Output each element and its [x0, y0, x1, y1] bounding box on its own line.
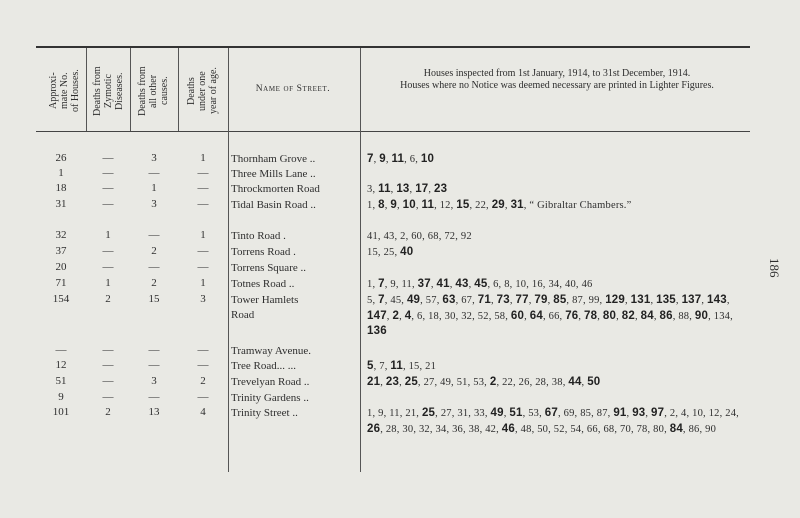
cell-zymotic-deaths: —	[102, 359, 114, 371]
house-number: 41	[367, 231, 378, 242]
cell-other-deaths: 3	[151, 152, 157, 164]
house-number: 16	[531, 279, 543, 290]
house-number: 2	[669, 408, 676, 419]
house-number-bold: 77	[515, 294, 529, 306]
house-number-bold: 49	[490, 407, 504, 419]
cell-other-deaths: —	[148, 261, 160, 273]
house-number: 66	[586, 423, 598, 435]
house-number: 69	[563, 408, 575, 419]
house-number-bold: 82	[621, 309, 635, 322]
cell-approx-houses: 18	[55, 182, 67, 194]
cell-infant-deaths: —	[197, 167, 209, 179]
cell-other-deaths: —	[148, 229, 160, 241]
cell-infant-deaths: —	[197, 182, 209, 194]
house-number-bold: 49	[406, 294, 421, 306]
house-number-bold: 7	[378, 294, 385, 306]
house-number-bold: 7	[378, 278, 385, 290]
cell-other-deaths: —	[148, 359, 160, 371]
house-number: 68	[427, 231, 439, 242]
house-number-bold: 136	[367, 325, 387, 337]
house-number: 7	[379, 361, 385, 372]
house-number: 6	[416, 310, 423, 322]
house-number: 38	[468, 423, 480, 435]
cell-infant-deaths: 3	[200, 293, 206, 305]
house-number-bold: 143	[707, 294, 727, 306]
cell-infant-deaths: 1	[200, 229, 206, 241]
cell-approx-houses: 9	[58, 391, 64, 403]
house-number: 36	[452, 423, 464, 435]
cell-zymotic-deaths: —	[102, 182, 114, 194]
house-number: 27	[423, 377, 435, 388]
house-number-bold: 71	[477, 294, 491, 306]
house-number-bold: 135	[656, 294, 676, 306]
house-number: 22	[475, 200, 487, 211]
house-number: 21	[425, 361, 437, 372]
cell-street-name: Torrens Square ..	[231, 262, 306, 274]
cell-house-numbers: 3, 11, 13, 17, 23	[367, 183, 448, 195]
house-number: 45	[390, 295, 402, 306]
house-number-bold: 45	[474, 278, 488, 290]
house-number-bold: 46	[501, 422, 515, 435]
house-number: 2	[400, 231, 406, 242]
house-number: 10	[692, 408, 704, 419]
cell-other-deaths: 3	[151, 198, 157, 210]
house-number: 9	[390, 279, 396, 290]
house-number: 11	[401, 279, 412, 290]
cell-approx-houses: 71	[55, 277, 67, 289]
house-number-bold: 43	[455, 278, 469, 290]
cell-street-name: Tree Road... ...	[231, 360, 296, 372]
cell-approx-houses: 37	[55, 245, 67, 257]
cell-other-deaths: 2	[151, 277, 157, 289]
house-number-bold: 60	[510, 309, 525, 322]
house-number: 6	[493, 279, 499, 290]
header-approx-houses: Approxi- mate No. of Houses.	[48, 69, 81, 113]
house-number-bold: 76	[565, 309, 579, 322]
house-number-bold: 10	[420, 153, 435, 165]
house-number-bold: 93	[632, 407, 646, 419]
cell-house-numbers: 1, 9, 11, 21, 25, 27, 31, 33, 49, 51, 53, 67, 69, 85, 87, 91, 93, 97, 2, 4, 10, 12, 24, 26, 28, 30, 32, 34, 36, 38, 42, 46, 48, 50, 52, 54, 66, 68, 70, 78, 80, 84, 86, 90	[367, 407, 739, 435]
house-number: 49	[440, 377, 452, 388]
cell-house-numbers: 21, 23, 25, 27, 49, 51, 53, 2, 22, 26, 28, 38, 44, 50	[367, 376, 601, 388]
house-number: 60	[411, 231, 423, 242]
house-number: 42	[485, 423, 497, 435]
house-number-bold: 80	[602, 309, 617, 322]
house-number-bold: 73	[496, 294, 510, 306]
house-number: 10	[515, 279, 527, 290]
house-number: 34	[548, 279, 560, 290]
house-number: 48	[520, 423, 532, 435]
house-number: 87	[596, 408, 608, 419]
house-number: 66	[548, 310, 560, 322]
house-number-bold: 25	[421, 407, 436, 419]
cell-other-deaths: 15	[148, 293, 160, 305]
house-number-bold: 13	[396, 183, 410, 195]
house-number: 80	[653, 423, 665, 435]
house-number: 21	[405, 408, 417, 419]
cell-street-name: Trinity Gardens ..	[231, 392, 309, 404]
house-number-bold: 63	[442, 294, 456, 306]
house-number: 51	[456, 377, 468, 388]
cell-house-numbers: 1, 7, 9, 11, 37, 41, 43, 45, 6, 8, 10, 16, 34, 40, 46	[367, 278, 593, 290]
house-number: 57	[425, 295, 437, 306]
house-number: 12	[708, 408, 720, 419]
house-number-bold: 8	[378, 199, 385, 211]
house-number: 32	[418, 423, 430, 435]
house-number: 68	[603, 423, 615, 435]
house-number: 87	[572, 295, 583, 306]
header-houses-inspected	[362, 68, 752, 92]
house-number-bold: 131	[630, 294, 651, 306]
cell-street-name: Tramway Avenue.	[231, 345, 312, 357]
house-number: 58	[494, 310, 506, 322]
house-number: 31	[457, 408, 469, 419]
house-number-bold: 2	[489, 376, 497, 388]
house-number-bold: 90	[694, 309, 709, 322]
top-rule	[36, 46, 750, 48]
house-number-bold: 23	[385, 376, 400, 388]
house-number-bold: 41	[436, 278, 450, 290]
house-number-bold: 86	[659, 309, 673, 322]
house-number-bold: 11	[391, 153, 405, 165]
house-number: 33	[473, 408, 485, 419]
cell-infant-deaths: 1	[200, 277, 206, 289]
house-number: 27	[440, 408, 452, 419]
cell-infant-deaths: —	[197, 198, 209, 210]
house-number: 53	[528, 408, 540, 419]
cell-other-deaths: 13	[148, 406, 160, 418]
house-number-bold: 78	[584, 309, 598, 322]
house-number: “ Gibraltar Chambers.”	[529, 200, 632, 211]
house-number-bold: 84	[669, 422, 683, 435]
house-number: 54	[570, 423, 582, 435]
house-number: 11	[389, 408, 400, 419]
cell-zymotic-deaths: —	[102, 245, 114, 257]
house-number: 67	[461, 295, 473, 306]
house-number: 92	[460, 231, 472, 242]
house-number: 90	[705, 423, 717, 435]
house-number-bold: 67	[544, 407, 558, 419]
house-number-bold: 9	[390, 199, 397, 211]
cell-street-name: Torrens Road .	[231, 246, 296, 258]
house-number: 52	[553, 423, 565, 435]
cell-other-deaths: —	[148, 167, 160, 179]
cell-house-numbers: 7, 9, 11, 6, 10	[367, 153, 435, 165]
house-number-bold: 4	[404, 309, 412, 322]
cell-street-name: Trevelyan Road ..	[231, 376, 310, 388]
cell-zymotic-deaths: —	[102, 261, 114, 273]
house-number-bold: 137	[681, 294, 702, 306]
house-number: 15	[408, 361, 420, 372]
cell-street-name: Three Mills Lane ..	[231, 168, 316, 180]
house-number: 1	[367, 408, 373, 419]
house-number: 5	[367, 295, 373, 306]
cell-other-deaths: 3	[151, 375, 157, 387]
cell-other-deaths: —	[148, 344, 160, 356]
cell-house-numbers: 41, 43, 2, 60, 68, 72, 92	[367, 231, 472, 242]
cell-zymotic-deaths: 2	[105, 406, 111, 418]
house-number: 30	[402, 423, 414, 435]
cell-street-name: Tower Hamlets Road	[231, 294, 299, 321]
column-divider	[228, 48, 229, 472]
cell-zymotic-deaths: —	[102, 391, 114, 403]
house-number-bold: 17	[415, 183, 429, 195]
cell-infant-deaths: 2	[200, 375, 206, 387]
house-number-bold: 2	[392, 309, 400, 322]
cell-house-numbers: 5, 7, 11, 15, 21	[367, 360, 437, 372]
house-number-bold: 50	[587, 376, 601, 388]
header-infant-deaths: Deaths under one year of age.	[186, 67, 219, 115]
cell-zymotic-deaths: —	[102, 152, 114, 164]
house-number: 8	[504, 279, 510, 290]
house-number: 9	[378, 408, 384, 419]
house-number: 86	[688, 423, 700, 435]
cell-house-numbers: 15, 25, 40	[367, 246, 414, 258]
house-number: 12	[439, 200, 451, 211]
house-number: 4	[681, 408, 687, 419]
cell-approx-houses: 31	[55, 198, 67, 210]
house-number: 25	[383, 247, 395, 258]
house-number: 72	[444, 231, 456, 242]
house-number: 6	[409, 154, 416, 165]
house-number: 30	[444, 310, 456, 322]
house-number: 34	[435, 423, 447, 435]
cell-street-name: Throckmorten Road	[231, 183, 320, 195]
cell-approx-houses: 51	[55, 375, 67, 387]
house-number-bold: 11	[378, 183, 391, 195]
page-number: 186	[767, 258, 782, 278]
house-number: 70	[620, 423, 631, 435]
cell-zymotic-deaths: —	[102, 198, 114, 210]
house-number-bold: 9	[379, 153, 386, 165]
cell-infant-deaths: —	[197, 245, 209, 257]
cell-zymotic-deaths: —	[102, 344, 114, 356]
header-divider	[130, 48, 131, 131]
house-number: 38	[551, 377, 563, 388]
header-other-deaths: Deaths from all other causes.	[137, 66, 170, 116]
house-number-bold: 44	[568, 376, 582, 388]
house-number-bold: 10	[402, 199, 416, 211]
cell-zymotic-deaths: 1	[105, 229, 111, 241]
cell-zymotic-deaths: 2	[105, 293, 111, 305]
cell-infant-deaths: —	[197, 344, 209, 356]
cell-approx-houses: 12	[55, 359, 67, 371]
house-number: 40	[565, 279, 576, 290]
house-number-bold: 79	[534, 294, 548, 306]
house-number-bold: 97	[651, 407, 665, 419]
house-number: 26	[518, 377, 530, 388]
header-street-name: Name of Street.	[255, 84, 331, 94]
house-number: 1	[367, 279, 373, 290]
cell-infant-deaths: 1	[200, 152, 206, 164]
header-divider	[178, 48, 179, 131]
house-number-bold: 37	[417, 278, 431, 290]
cell-other-deaths: 2	[151, 245, 157, 257]
cell-zymotic-deaths: 1	[105, 277, 111, 289]
house-number-bold: 31	[510, 199, 524, 211]
house-number-bold: 15	[456, 199, 470, 211]
cell-approx-houses: 1	[58, 167, 64, 179]
header-houses-title: Houses inspected from 1st January, 1914, to 31st December, 1914.	[423, 68, 691, 79]
cell-house-numbers: 5, 7, 45, 49, 57, 63, 67, 71, 73, 77, 79, 85, 87, 99, 129, 131, 135, 137, 143, 147, 2, 4, 6, 18, 30, 32, 52, 58, 60, 64, 66, 76, 78, 80, 82, 84, 86, 88, 90, 134, 136	[367, 294, 733, 337]
cell-street-name: Thornham Grove ..	[231, 153, 316, 165]
cell-house-numbers: 1, 8, 9, 10, 11, 12, 15, 22, 29, 31, “ Gibraltar Chambers.”	[367, 199, 632, 211]
house-number: 99	[588, 295, 600, 306]
house-number: 28	[535, 377, 547, 388]
house-number: 3	[367, 184, 373, 195]
house-number: 18	[428, 310, 439, 322]
house-number: 32	[461, 310, 473, 322]
house-number: 28	[385, 423, 397, 435]
cell-infant-deaths: 4	[200, 406, 206, 418]
house-number: 1	[367, 200, 373, 211]
house-number: 15	[367, 247, 378, 258]
header-divider	[86, 48, 87, 131]
cell-approx-houses: 32	[55, 229, 67, 241]
cell-zymotic-deaths: —	[102, 167, 114, 179]
house-number: 52	[477, 310, 489, 322]
cell-approx-houses: 26	[55, 152, 67, 164]
house-number: 24	[725, 408, 737, 419]
house-number-bold: 147	[367, 309, 387, 322]
house-number-bold: 11	[390, 360, 403, 372]
house-number-bold: 7	[367, 153, 374, 165]
house-number-bold: 23	[434, 183, 448, 195]
header-rule	[36, 131, 750, 132]
house-number-bold: 21	[367, 376, 381, 388]
house-number: 50	[537, 423, 549, 435]
cell-approx-houses: —	[55, 344, 67, 356]
house-number: 78	[636, 423, 648, 435]
cell-street-name: Tinto Road .	[231, 230, 286, 242]
house-number: 134	[713, 310, 731, 322]
house-number-bold: 40	[400, 246, 414, 258]
house-number-bold: 91	[613, 407, 627, 419]
cell-infant-deaths: —	[197, 359, 209, 371]
house-number-bold: 129	[605, 294, 625, 306]
cell-street-name: Totnes Road ..	[231, 278, 295, 290]
house-number-bold: 25	[404, 376, 418, 388]
house-number-bold: 11	[421, 199, 435, 211]
house-number-bold: 5	[367, 360, 374, 372]
header-houses-note: Houses where no Notice was deemed necessary are printed in Lighter Figures.	[400, 80, 714, 91]
house-number: 53	[473, 377, 485, 388]
house-number-bold: 84	[640, 309, 654, 322]
house-number-bold: 51	[509, 407, 523, 419]
cell-infant-deaths: —	[197, 261, 209, 273]
cell-approx-houses: 154	[52, 293, 70, 305]
house-number: 88	[678, 310, 690, 322]
cell-other-deaths: 1	[151, 182, 157, 194]
cell-infant-deaths: —	[197, 391, 209, 403]
house-number-bold: 64	[529, 309, 543, 322]
house-number-bold: 26	[367, 422, 381, 435]
cell-zymotic-deaths: —	[102, 375, 114, 387]
cell-approx-houses: 20	[55, 261, 67, 273]
cell-approx-houses: 101	[52, 406, 70, 418]
house-number: 22	[502, 377, 513, 388]
cell-street-name: Trinity Street ..	[231, 407, 298, 419]
cell-street-name: Tidal Basin Road ..	[231, 199, 316, 211]
house-number: 85	[580, 408, 592, 419]
house-number-bold: 29	[491, 199, 505, 211]
house-number-bold: 85	[553, 294, 567, 306]
header-zymotic-deaths: Deaths from Zymotic Diseases.	[92, 66, 125, 116]
house-number: 46	[581, 279, 593, 290]
house-number: 43	[383, 231, 395, 242]
cell-other-deaths: —	[148, 391, 160, 403]
